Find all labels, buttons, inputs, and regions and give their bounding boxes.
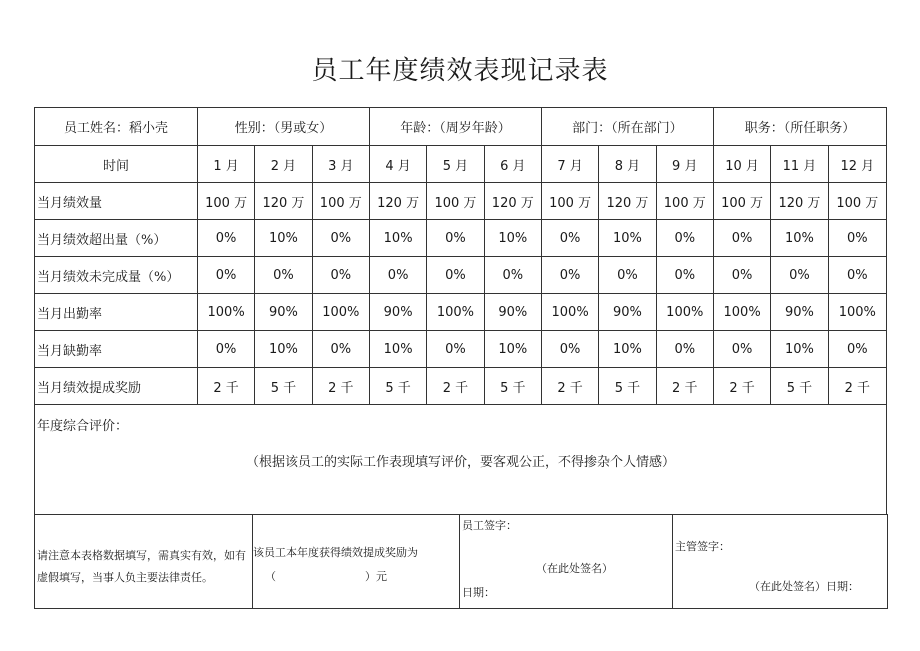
value-cell[interactable]: 10%	[369, 331, 426, 368]
evaluation-row	[35, 405, 887, 515]
value-cell[interactable]: 0%	[427, 220, 484, 257]
value-cell[interactable]: 10%	[484, 220, 541, 257]
value-cell[interactable]: 10%	[369, 220, 426, 257]
value-cell[interactable]: 0%	[828, 331, 886, 368]
employee-name-cell[interactable]: 员工姓名：稻小壳	[35, 108, 198, 146]
manager-sign-here: （在此处签名）日期：	[749, 580, 859, 593]
employee-date-label: 日期：	[462, 586, 495, 599]
value-cell[interactable]: 100%	[656, 294, 713, 331]
value-cell[interactable]: 10%	[484, 331, 541, 368]
value-cell[interactable]: 0%	[828, 220, 886, 257]
value-cell[interactable]: 0%	[197, 220, 254, 257]
month-header: 3 月	[312, 146, 369, 183]
value-cell[interactable]: 5 千	[599, 368, 656, 405]
value-cell[interactable]: 0%	[197, 331, 254, 368]
value-cell[interactable]: 120 万	[599, 183, 656, 220]
value-cell[interactable]: 0%	[828, 257, 886, 294]
month-header: 9 月	[656, 146, 713, 183]
notice-line-2: 虚假填写，当事人负主要法律责任。	[37, 571, 213, 584]
reward-close-paren: ）元	[365, 570, 387, 583]
row-label: 当月绩效提成奖励	[35, 368, 198, 405]
position-cell[interactable]: 职务：（所任职务）	[713, 108, 886, 146]
reward-cell[interactable]	[253, 515, 460, 609]
time-header: 时间	[35, 146, 198, 183]
footer-table	[34, 514, 888, 609]
value-cell[interactable]: 2 千	[828, 368, 886, 405]
value-cell[interactable]: 90%	[255, 294, 312, 331]
employee-sign-label: 员工签字：	[462, 519, 517, 532]
month-header: 7 月	[541, 146, 598, 183]
value-cell[interactable]: 100%	[828, 294, 886, 331]
month-header: 8 月	[599, 146, 656, 183]
month-header: 10 月	[713, 146, 770, 183]
value-cell[interactable]: 100 万	[541, 183, 598, 220]
value-cell[interactable]: 2 千	[427, 368, 484, 405]
row-label: 当月出勤率	[35, 294, 198, 331]
value-cell[interactable]: 0%	[312, 257, 369, 294]
evaluation-cell[interactable]	[35, 405, 887, 515]
value-cell[interactable]: 100 万	[427, 183, 484, 220]
value-cell[interactable]: 10%	[255, 331, 312, 368]
month-header: 12 月	[828, 146, 886, 183]
value-cell[interactable]: 0%	[713, 220, 770, 257]
table-row	[35, 331, 887, 368]
value-cell[interactable]: 120 万	[771, 183, 828, 220]
value-cell[interactable]: 100%	[541, 294, 598, 331]
reward-open-paren: （	[265, 570, 276, 583]
month-header: 4 月	[369, 146, 426, 183]
value-cell[interactable]: 100 万	[656, 183, 713, 220]
value-cell[interactable]: 100%	[713, 294, 770, 331]
value-cell[interactable]: 120 万	[484, 183, 541, 220]
value-cell[interactable]: 2 千	[656, 368, 713, 405]
value-cell[interactable]: 5 千	[255, 368, 312, 405]
table-row	[35, 294, 887, 331]
value-cell[interactable]: 0%	[369, 257, 426, 294]
value-cell[interactable]: 120 万	[255, 183, 312, 220]
month-header: 2 月	[255, 146, 312, 183]
value-cell[interactable]: 100%	[427, 294, 484, 331]
month-header-row	[35, 146, 887, 183]
value-cell[interactable]: 0%	[599, 257, 656, 294]
value-cell[interactable]: 90%	[369, 294, 426, 331]
notice-cell	[35, 515, 253, 609]
value-cell[interactable]: 2 千	[713, 368, 770, 405]
age-cell[interactable]: 年龄：（周岁年龄）	[369, 108, 541, 146]
reward-text: 该员工本年度获得绩效提成奖励为	[253, 546, 418, 559]
performance-table	[34, 107, 887, 515]
value-cell[interactable]: 0%	[541, 220, 598, 257]
value-cell[interactable]: 90%	[771, 294, 828, 331]
value-cell[interactable]: 120 万	[369, 183, 426, 220]
table-row	[35, 257, 887, 294]
value-cell[interactable]: 10%	[771, 331, 828, 368]
value-cell[interactable]: 0%	[312, 220, 369, 257]
page-title: 员工年度绩效表现记录表	[311, 56, 609, 86]
row-label: 当月绩效未完成量（%）	[35, 257, 198, 294]
value-cell[interactable]: 10%	[599, 331, 656, 368]
department-cell[interactable]: 部门：（所在部门）	[541, 108, 713, 146]
value-cell[interactable]: 100%	[312, 294, 369, 331]
value-cell[interactable]: 0%	[713, 257, 770, 294]
month-header: 11 月	[771, 146, 828, 183]
manager-sign-label: 主管签字：	[675, 540, 730, 553]
value-cell[interactable]: 5 千	[369, 368, 426, 405]
month-header: 1 月	[197, 146, 254, 183]
value-cell[interactable]: 0%	[427, 331, 484, 368]
value-cell[interactable]: 100 万	[197, 183, 254, 220]
value-cell[interactable]: 100 万	[713, 183, 770, 220]
value-cell[interactable]: 5 千	[771, 368, 828, 405]
value-cell[interactable]: 0%	[656, 331, 713, 368]
value-cell[interactable]: 100%	[197, 294, 254, 331]
table-row	[35, 183, 887, 220]
value-cell[interactable]: 0%	[656, 220, 713, 257]
evaluation-label: 年度综合评价：	[37, 419, 129, 434]
notice-line-1: 请注意本表格数据填写，需真实有效，如有	[37, 549, 246, 562]
employee-sign-here: （在此处签名）	[536, 562, 613, 575]
month-header: 6 月	[484, 146, 541, 183]
employee-signature-cell[interactable]	[460, 515, 673, 609]
value-cell[interactable]: 0%	[197, 257, 254, 294]
row-label: 当月绩效超出量（%）	[35, 220, 198, 257]
value-cell[interactable]: 0%	[255, 257, 312, 294]
gender-cell[interactable]: 性别：（男或女）	[197, 108, 369, 146]
info-row	[35, 108, 887, 146]
value-cell[interactable]: 0%	[541, 257, 598, 294]
value-cell[interactable]: 100 万	[312, 183, 369, 220]
value-cell[interactable]: 100 万	[828, 183, 886, 220]
value-cell[interactable]: 0%	[541, 331, 598, 368]
table-row	[35, 220, 887, 257]
value-cell[interactable]: 90%	[599, 294, 656, 331]
value-cell[interactable]: 2 千	[312, 368, 369, 405]
row-label: 当月绩效量	[35, 183, 198, 220]
value-cell[interactable]: 2 千	[541, 368, 598, 405]
value-cell[interactable]: 5 千	[484, 368, 541, 405]
value-cell[interactable]: 0%	[312, 331, 369, 368]
value-cell[interactable]: 10%	[771, 220, 828, 257]
value-cell[interactable]: 90%	[484, 294, 541, 331]
month-header: 5 月	[427, 146, 484, 183]
row-label: 当月缺勤率	[35, 331, 198, 368]
evaluation-note: （根据该员工的实际工作表现填写评价，要客观公正，不得掺杂个人情感）	[245, 455, 675, 470]
value-cell[interactable]: 0%	[484, 257, 541, 294]
value-cell[interactable]: 0%	[427, 257, 484, 294]
value-cell[interactable]: 0%	[713, 331, 770, 368]
value-cell[interactable]: 0%	[771, 257, 828, 294]
value-cell[interactable]: 0%	[656, 257, 713, 294]
table-row	[35, 368, 887, 405]
value-cell[interactable]: 10%	[599, 220, 656, 257]
value-cell[interactable]: 10%	[255, 220, 312, 257]
value-cell[interactable]: 2 千	[197, 368, 254, 405]
manager-signature-cell[interactable]	[673, 515, 888, 609]
